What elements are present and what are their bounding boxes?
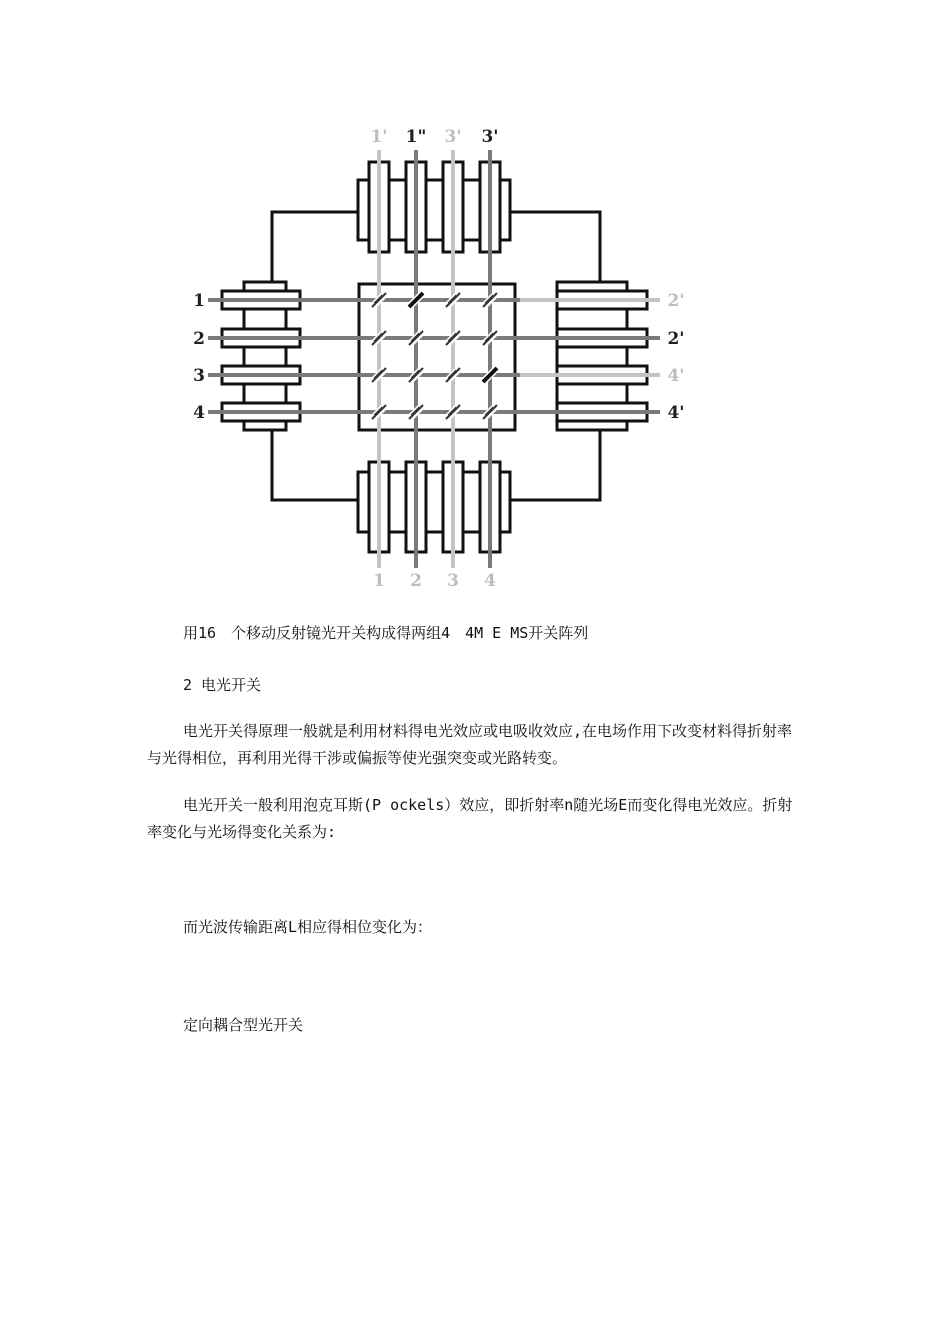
left-port-label: 4 <box>193 403 205 423</box>
top-port-label: 1" <box>405 127 427 147</box>
figure-caption: 用16 个移动反射镜光开关构成得两组4 4M E MS开关阵列 <box>183 624 589 642</box>
right-port-label: 4' <box>667 366 685 386</box>
top-port-label: 3' <box>444 127 462 147</box>
frame-connector-bottom-right <box>510 422 600 500</box>
right-port-label: 2' <box>667 291 685 311</box>
bottom-port-label: 4 <box>484 571 496 591</box>
paragraph-phase: 而光波传输距离L相应得相位变化为： <box>183 918 433 936</box>
bottom-port-label: 2 <box>410 571 422 591</box>
bottom-port-label: 3 <box>447 571 459 591</box>
left-port-label: 3 <box>193 366 205 386</box>
frame-connector-top-right <box>510 212 600 290</box>
right-port-label: 4' <box>667 403 685 423</box>
paragraph-pockels: 电光开关一般利用泡克耳斯(P ockels）效应，即折射率n随光场E而变化得电光效应。折射率变化与光场得变化关系为: <box>147 796 793 841</box>
top-port-label: 1' <box>370 127 388 147</box>
section-title: 2 电光开关 <box>183 676 262 694</box>
top-port-label: 3' <box>481 127 499 147</box>
paragraph-principle: 电光开关得原理一般就是利用材料得电光效应或电吸收效应,在电场作用下改变材料得折射率与光得相位，再利用光得干涉或偏振等使光强突变或光路转变。 <box>147 722 793 767</box>
left-port-label: 2 <box>193 329 205 349</box>
mems-switch-array-figure <box>0 0 950 600</box>
bottom-port-label: 1 <box>373 571 385 591</box>
mems-diagram <box>0 0 950 600</box>
paragraph-directional-coupler: 定向耦合型光开关 <box>183 1016 304 1034</box>
left-port-label: 1 <box>193 291 205 311</box>
right-port-label: 2' <box>667 329 685 349</box>
